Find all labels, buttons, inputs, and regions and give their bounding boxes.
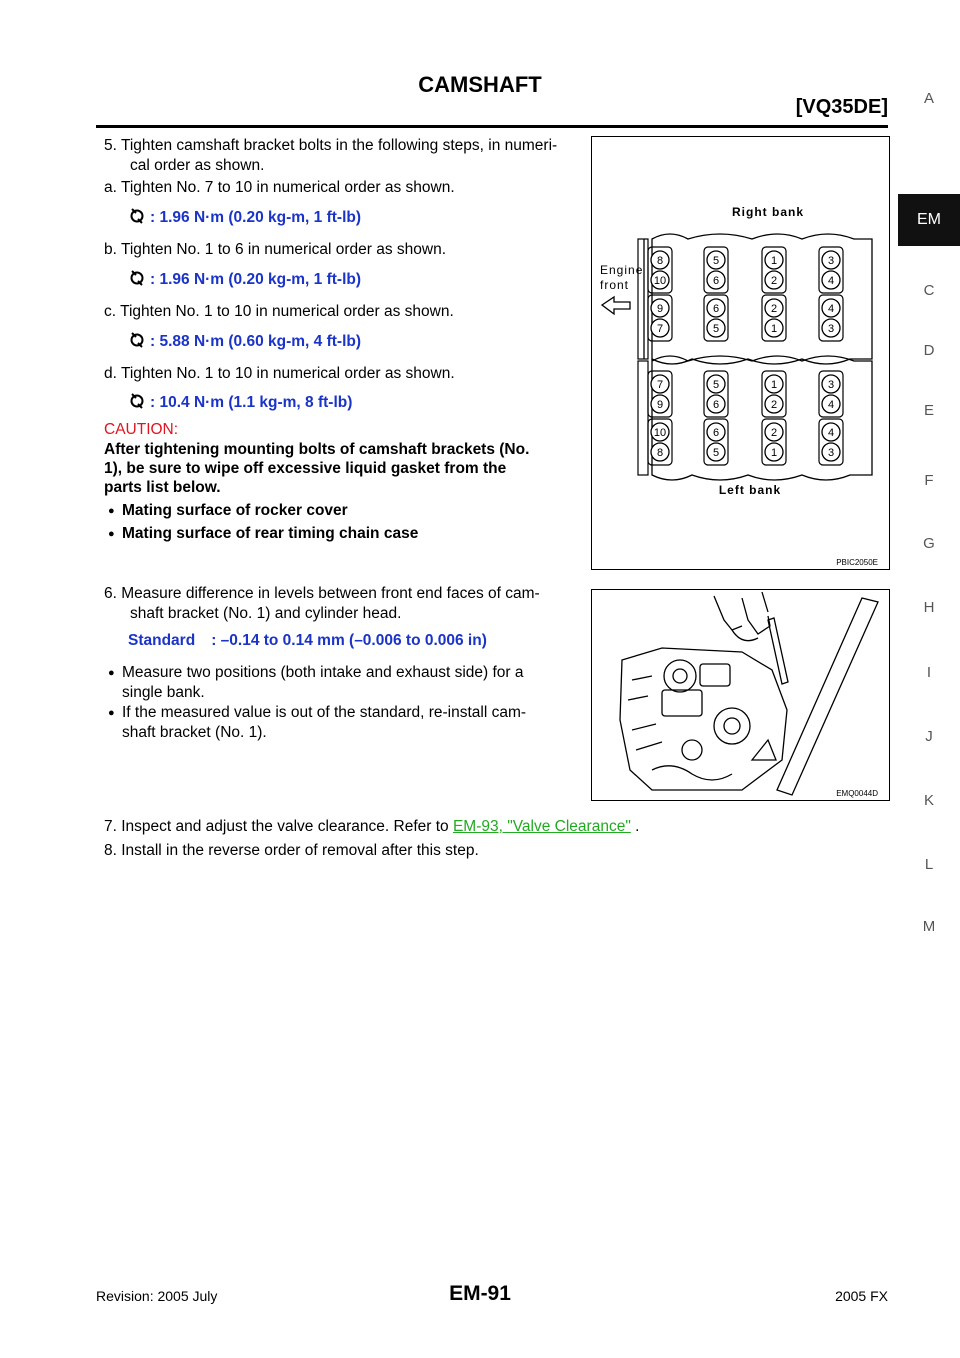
step-a-torque: [128, 207, 361, 227]
torque-spec: : 10.4 N·m (1.1 kg-m, 8 ft-lb): [150, 394, 353, 411]
bolt-number: 3: [827, 379, 835, 391]
bolt-number: 2: [770, 275, 778, 287]
tab-f[interactable]: F: [924, 472, 934, 489]
bolt-number: 9: [656, 399, 664, 411]
tab-g[interactable]: G: [923, 535, 935, 552]
bolt-number: 1: [770, 447, 778, 459]
step-c-text: c. Tighten No. 1 to 10 in numerical order as shown.: [104, 303, 454, 320]
bolt-number: 6: [712, 399, 720, 411]
hand-icon: [714, 592, 770, 634]
figure-code: EMQ0044D: [836, 789, 878, 798]
bolt-number: 8: [656, 255, 664, 267]
bolt-number: 2: [770, 399, 778, 411]
caution-label: CAUTION:: [104, 421, 179, 438]
step-b-torque: [128, 269, 361, 289]
tab-d[interactable]: D: [923, 342, 935, 359]
tab-c[interactable]: C: [923, 282, 935, 299]
measurement-figure: [591, 589, 890, 801]
bolt-number: 10: [653, 427, 667, 439]
measurement-illustration: [592, 590, 889, 800]
right-bank-label: Right bank: [732, 205, 804, 219]
step-c-torque: [128, 331, 361, 351]
step-6-bullet-1-cont: single bank.: [122, 684, 205, 701]
step-6-text-cont: shaft bracket (No. 1) and cylinder head.: [130, 605, 402, 622]
engine-code: [VQ35DE]: [795, 96, 888, 118]
bolt-number: 8: [656, 447, 664, 459]
page-title: CAMSHAFT: [418, 72, 542, 97]
bolt-number: 1: [770, 379, 778, 391]
page-number: EM-91: [449, 1282, 511, 1305]
right-bank-end: [638, 239, 648, 359]
engine-front-label-2: front: [600, 278, 630, 292]
bolt-number: 7: [656, 323, 664, 335]
step-d-torque: [128, 392, 352, 412]
bolt-number: 5: [712, 255, 720, 267]
bolt-number: 4: [827, 303, 835, 315]
valve-clearance-link[interactable]: EM-93, "Valve Clearance": [452, 818, 631, 835]
tab-m[interactable]: M: [922, 918, 936, 935]
caution-text-2: 1), be sure to wipe off excessive liquid gasket from the: [104, 460, 507, 477]
left-bank-label: Left bank: [718, 483, 782, 497]
tab-j[interactable]: J: [925, 728, 933, 745]
bullet-text: If the measured value is out of the standard, re-install cam-: [122, 704, 527, 721]
caution-text-1: After tightening mounting bolts of camshaft brackets (No.: [104, 441, 530, 458]
bolt-number: 7: [656, 379, 664, 391]
revision-text: Revision: 2005 July: [96, 1288, 218, 1304]
tab-i[interactable]: I: [926, 664, 932, 681]
bolt-number: 6: [712, 275, 720, 287]
standard-label: Standard: [128, 632, 196, 649]
standard-spec: [128, 632, 487, 650]
step-8-text: 8. Install in the reverse order of removal after this step.: [104, 842, 479, 859]
cylinder-head: [620, 648, 787, 790]
bolt-number: 4: [827, 275, 835, 287]
step-7-text: [104, 817, 639, 837]
bolt-number: 3: [827, 255, 835, 267]
bolt-number: 5: [712, 323, 720, 335]
header-rule: [96, 125, 888, 128]
torque-spec: : 1.96 N·m (0.20 kg-m, 1 ft-lb): [150, 209, 362, 226]
step-6-text: 6. Measure difference in levels between front end faces of cam-: [104, 585, 540, 602]
bolt-number: 6: [712, 303, 720, 315]
bolt-order-diagram: [592, 137, 889, 569]
torque-spec: : 5.88 N·m (0.60 kg-m, 4 ft-lb): [150, 333, 362, 350]
left-bank-end: [638, 361, 648, 475]
step-6-bullet-1: [108, 663, 582, 683]
step-5-text: 5. Tighten camshaft bracket bolts in the following steps, in numeri-: [104, 137, 558, 154]
step-a-text: a. Tighten No. 7 to 10 in numerical order as shown.: [104, 179, 455, 196]
bolt-number: 3: [827, 447, 835, 459]
bullet-icon: ●: [108, 528, 115, 540]
caution-text-3: parts list below.: [104, 479, 221, 496]
bullet-icon: ●: [108, 667, 115, 679]
front-arrow-icon: [602, 297, 630, 314]
engine-front-label: Engine: [600, 263, 644, 277]
standard-value: : –0.14 to 0.14 mm (–0.006 to 0.006 in): [211, 632, 487, 649]
torque-wrench-icon: [128, 331, 146, 349]
step-6-bullet-2: [108, 703, 582, 723]
tab-k[interactable]: K: [923, 792, 934, 809]
step-d-text: d. Tighten No. 1 to 10 in numerical order as shown.: [104, 365, 455, 382]
bolt-number: 4: [827, 399, 835, 411]
step-7-suffix: .: [630, 818, 640, 835]
tab-a[interactable]: A: [923, 90, 934, 107]
figure-code: PBIC2050E: [836, 558, 878, 567]
bullet-icon: ●: [108, 707, 115, 719]
bolt-number: 10: [653, 275, 667, 287]
caution-bullet-2: [108, 524, 419, 544]
tab-em[interactable]: EM: [898, 194, 960, 246]
bullet-text: Measure two positions (both intake and exhaust side) for a: [122, 664, 524, 681]
step-5-text-cont: cal order as shown.: [130, 157, 265, 174]
feeler-gauge-icon: [768, 618, 788, 684]
torque-wrench-icon: [128, 207, 146, 225]
bolt-number: 9: [656, 303, 664, 315]
bolt-number: 5: [712, 447, 720, 459]
caution-bullet-1: [108, 501, 348, 521]
tab-l[interactable]: L: [924, 856, 934, 873]
bolt-number: 1: [770, 255, 778, 267]
bolt-number: 2: [770, 303, 778, 315]
torque-wrench-icon: [128, 269, 146, 287]
tab-h[interactable]: H: [923, 599, 935, 616]
model-text: 2005 FX: [835, 1288, 888, 1304]
tab-e[interactable]: E: [923, 402, 934, 419]
bullet-icon: ●: [108, 505, 115, 517]
bolt-number: 5: [712, 379, 720, 391]
bolt-number: 4: [827, 427, 835, 439]
bullet-text: Mating surface of rocker cover: [122, 502, 348, 519]
bolt-number: 3: [827, 323, 835, 335]
section-tabs: [898, 0, 960, 1358]
bolt-number: 1: [770, 323, 778, 335]
bolt-number: 2: [770, 427, 778, 439]
bolt-order-figure: [591, 136, 890, 570]
step-b-text: b. Tighten No. 1 to 6 in numerical order as shown.: [104, 241, 447, 258]
straight-edge-icon: [777, 598, 878, 795]
torque-wrench-icon: [128, 392, 146, 410]
torque-spec: : 1.96 N·m (0.20 kg-m, 1 ft-lb): [150, 271, 362, 288]
bullet-text: Mating surface of rear timing chain case: [122, 525, 419, 542]
step-7-prefix: 7. Inspect and adjust the valve clearance. Refer to: [104, 818, 453, 835]
step-6-bullet-2-cont: shaft bracket (No. 1).: [122, 724, 267, 741]
bolt-number: 6: [712, 427, 720, 439]
